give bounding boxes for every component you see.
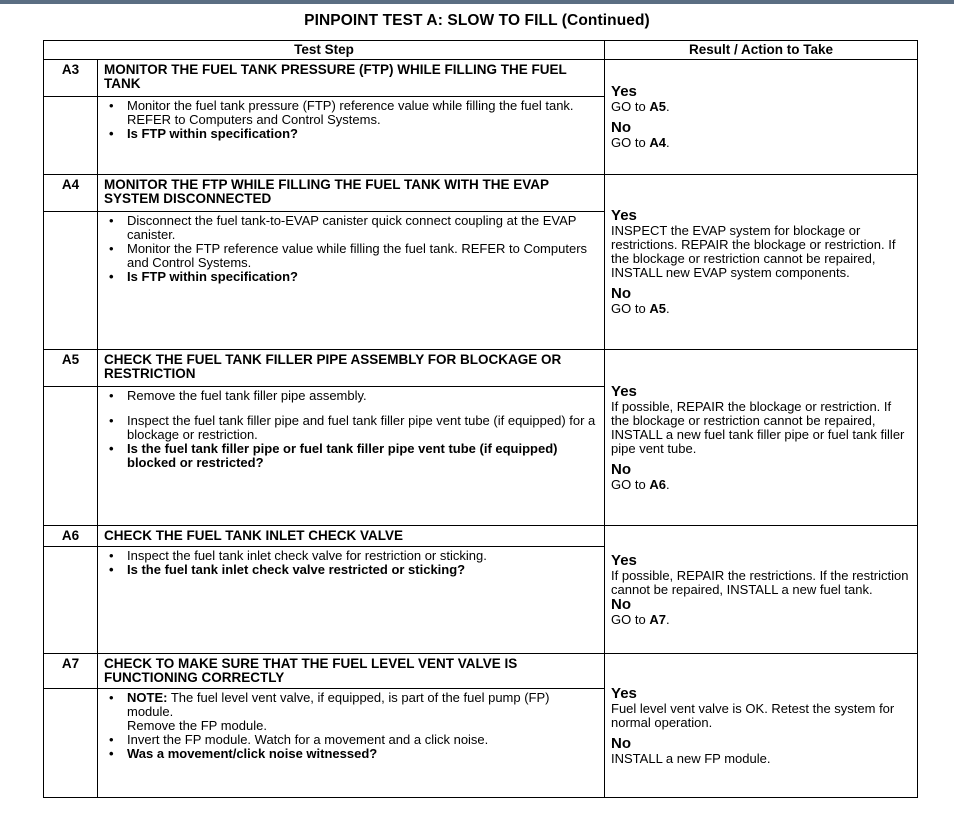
yes-label: Yes (611, 83, 637, 100)
step-bullet: • Remove the fuel tank filler pipe assembly. (104, 389, 598, 403)
page-title: PINPOINT TEST A: SLOW TO FILL (Continued) (304, 12, 650, 29)
step-heading: CHECK TO MAKE SURE THAT THE FUEL LEVEL VENT VALVE IS FUNCTIONING CORRECTLY (98, 654, 605, 689)
no-text: GO to (611, 301, 646, 316)
step-bullet: • Monitor the FTP reference value while filling the fuel tank. REFER to Computers and Control Systems. (104, 242, 598, 270)
test-step-row-a3 (44, 60, 918, 97)
yes-text: INSPECT the EVAP system for blockage or restrictions. REPAIR the blockage or restriction. If the blockage or restriction cannot be repaired, INSTALL new EVAP system components. (611, 223, 896, 280)
step-id: A3 (44, 60, 98, 97)
step-bullet: • Monitor the fuel tank pressure (FTP) reference value while filling the fuel tank. REFER to Computers and Control Systems. (104, 99, 598, 127)
table-header-row (44, 41, 918, 60)
no-text: GO to (611, 135, 646, 150)
result-yes (611, 686, 911, 730)
step-instructions (98, 212, 605, 350)
no-label: No (611, 595, 632, 613)
yes-text: If possible, REPAIR the restrictions. If the restriction cannot be repaired, INSTALL a new fuel tank. (611, 567, 909, 597)
step-id: A4 (44, 175, 98, 212)
no-step-ref: A4 (649, 135, 666, 150)
yes-label: Yes (611, 382, 637, 400)
result-cell (605, 526, 918, 654)
note-followup: Remove the FP module. (127, 718, 267, 733)
top-rule (0, 0, 954, 4)
pinpoint-test-table (43, 40, 918, 798)
result-yes (611, 208, 911, 280)
no-step-ref: A5 (649, 301, 666, 316)
yes-step-ref: A5 (649, 99, 666, 114)
step-bullet: • Inspect the fuel tank filler pipe and fuel tank filler pipe vent tube (if equipped) for a blockage or restriction. (104, 414, 598, 442)
result-no: No GO to A4. (611, 120, 911, 150)
result-cell (605, 60, 918, 175)
step-instructions (98, 689, 605, 798)
result-no (611, 736, 911, 766)
step-question: • Is FTP within specification? (104, 127, 598, 141)
result-cell (605, 654, 918, 798)
test-step-row-a7 (44, 654, 918, 689)
step-note (104, 691, 598, 719)
yes-label: Yes (611, 551, 637, 569)
step-id: A5 (44, 350, 98, 387)
no-label: No (611, 119, 632, 136)
step-question: • Was a movement/click noise witnessed? (104, 747, 598, 761)
yes-text: If possible, REPAIR the blockage or restriction. If the blockage or restriction cannot be repaired, INSTALL a new fuel tank filler pipe or fuel tank filler pipe vent tube. (611, 398, 905, 456)
step-question: • Is FTP within specification? (104, 270, 598, 284)
result-yes (611, 553, 911, 597)
no-label: No (611, 285, 632, 302)
step-instructions (98, 387, 605, 526)
step-heading: MONITOR THE FTP WHILE FILLING THE FUEL TANK WITH THE EVAP SYSTEM DISCONNECTED (98, 175, 605, 212)
no-label: No (611, 460, 632, 478)
step-id: A6 (44, 526, 98, 547)
result-no: No GO to A5. (611, 286, 911, 316)
no-text: INSTALL a new FP module. (611, 750, 771, 766)
no-text: GO to (611, 611, 646, 627)
no-step-ref: A6 (649, 476, 666, 492)
note-text: The fuel level vent valve, if equipped, is part of the fuel pump (FP) module. (127, 690, 550, 719)
yes-text: GO to (611, 99, 646, 114)
column-header-test-step: Test Step (44, 41, 605, 60)
result-yes (611, 384, 911, 456)
result-yes: Yes GO to A5. (611, 84, 911, 114)
step-bullet: • Invert the FP module. Watch for a movement and a click noise. (104, 733, 598, 747)
result-no: No GO to A7. (611, 597, 911, 627)
yes-label: Yes (611, 207, 637, 224)
note-label: NOTE: (127, 690, 168, 705)
step-question: • Is the fuel tank inlet check valve restricted or sticking? (104, 563, 598, 577)
no-step-ref: A7 (649, 611, 666, 627)
no-label: No (611, 734, 632, 752)
step-heading: CHECK THE FUEL TANK FILLER PIPE ASSEMBLY FOR BLOCKAGE OR RESTRICTION (98, 350, 605, 387)
step-question: • Is the fuel tank filler pipe or fuel tank filler pipe vent tube (if equipped) blocked or restricted? (104, 442, 598, 470)
step-heading: MONITOR THE FUEL TANK PRESSURE (FTP) WHILE FILLING THE FUEL TANK (98, 60, 605, 97)
result-cell (605, 175, 918, 350)
test-step-row-a6 (44, 526, 918, 547)
step-bullet: • Disconnect the fuel tank-to-EVAP canister quick connect coupling at the EVAP canister. (104, 214, 598, 242)
test-step-row-a4 (44, 175, 918, 212)
column-header-result: Result / Action to Take (605, 41, 918, 60)
yes-text: Fuel level vent valve is OK. Retest the system for normal operation. (611, 700, 895, 730)
no-text: GO to (611, 476, 646, 492)
test-step-row-a5 (44, 350, 918, 387)
step-instructions (98, 97, 605, 175)
yes-label: Yes (611, 684, 637, 702)
step-heading: CHECK THE FUEL TANK INLET CHECK VALVE (98, 526, 605, 547)
step-id: A7 (44, 654, 98, 689)
result-no: No GO to A6. (611, 462, 911, 492)
step-bullet: • Inspect the fuel tank inlet check valve for restriction or sticking. (104, 549, 598, 563)
result-cell (605, 350, 918, 526)
step-instructions (98, 547, 605, 654)
